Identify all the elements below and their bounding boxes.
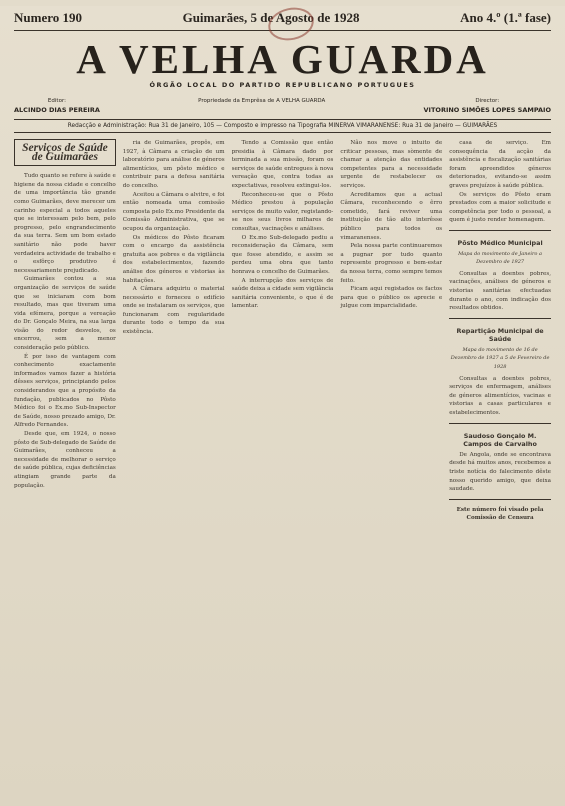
paragraph: Guimarães contou a sua organização de serviços de saúde que se iniciaram com bom resultado, mas que tiveram uma vida efémera, porque a vereação do Dr. Gonçalo Meira, na sua larga visão do redor desvelos, os encerrou, sem a menor consideração pelo público. <box>14 276 116 352</box>
article-column-2 <box>123 139 225 779</box>
owner-label: Propriedade da Emprêsa de A VELHA GUARDA <box>198 98 326 104</box>
paragraph: Os médicos do Pôsto ficaram com o encargo da assistência gratuita aos pobres e da vigilância dos estabelecimentos, fazendo análise dos géneros e vistorias às habitações. <box>122 234 225 284</box>
director-name: VITORINO SIMÕES LOPES SAMPAIO <box>423 106 551 114</box>
paragraph: A interrupção dos serviços de saúde deixa a cidade sem vigilância sanitária conveniente, o que é de lamentar. <box>231 277 334 310</box>
issue-year: Ano 4.º (1.ª fase) <box>460 10 551 25</box>
paragraph: ria de Guimarães, propôs, em 1927, à Câmara a criação de um laboratório para análise de géneros alimentícios, um pôsto médico e contribuir para a defesa sanitária do concelho. <box>122 140 225 189</box>
article-headline: Serviços de Saúde de Guimarães <box>14 139 116 166</box>
paragraph: Tudo quanto se refere à saúde e higiene da nossa cidade e concelho de uma importância tão grande como Guimarães, deve merecer um carinho especial a todos aqueles que se interessam pelo bem, pelo progresso, pelo engrandecimento da sua terra. Sem um bom estado sanitário não pode haver verdadeira actividade de trabalho e o esfôrço produtivo é necessariamente prejudicado. <box>14 173 116 274</box>
box2-subtitle: Mapa do movimento de 16 de Dezembro de 1927 a 5 de Fevereiro de 1928 <box>450 346 550 371</box>
article-column-1 <box>14 139 116 779</box>
editor-name: ALCINDO DIAS PEREIRA <box>14 106 100 114</box>
masthead-subtitle: ÓRGÃO LOCAL DO PARTIDO REPUBLICANO PORTUGUES <box>149 81 416 89</box>
director-label: Director: <box>475 98 500 104</box>
paragraph: Tendo a Comissão que então presidia à Câmara dado por terminada a sua missão, foram os serviços de saúde entregues à nova vereação que, contra todas as expectativas, resolveu extingui-los. <box>231 140 334 189</box>
redacao-line: Redacção e Administração: Rua 31 de Janeiro, 105 — Composto e impresso na Tipografia MINERVA VIMARANENSE: Rua 31 de Janeiro — GUIMARÃES <box>14 119 551 133</box>
paragraph: Aceitou a Câmara o alvitre, e foi então nomeada uma comissão composta pelo Ex.mo Presidente da Comissão Administrativa, que se ocupou da organização. <box>122 191 225 232</box>
staff-line <box>14 97 551 115</box>
owner-block <box>198 97 325 115</box>
paragraph: Consultas a doentes pobres, vacinações, análises de géneros e vistorias sanitárias efectuadas durante o ano, com indicação dos resultados obtidos. <box>449 270 551 312</box>
paragraph: Acreditamos que a actual Câmara, reconhecendo o êrro cometido, fará reviver uma instituição de tão alto interêsse público para todos os vimaranenses. <box>340 191 443 241</box>
editor-label: Editor: <box>47 98 66 104</box>
paragraph: A Câmara adquiriu o material necessário e forneceu o edifício onde se instalaram os serviços, que funcionaram com regularidade durante todo o tempo da sua existência. <box>122 286 225 336</box>
box3-title: Saudoso Gonçalo M. Campos de Carvalho <box>463 431 537 449</box>
divider <box>449 423 551 424</box>
divider <box>449 499 551 500</box>
box2-title: Repartição Municipal de Saúde <box>456 326 544 344</box>
paragraph: Pela nossa parte continuaremos a pugnar por tudo quanto represente progresso e bem-estar da nossa terra, como sempre temos feito. <box>340 243 443 284</box>
issue-number: Numero 190 <box>14 10 83 25</box>
paragraph: É por isso de vantagem com conhecimento exactamente informados vamos fazer a história dêsses serviços, principiando pelos considerandos que a propósito da fundação, publicados no Pôsto Médico foi o Ex.mo Sub-Inspector de Saúde, nosso prezado amigo, Dr. Alfredo Fernandes. <box>14 353 116 429</box>
article-column-4 <box>340 139 442 779</box>
article-columns <box>14 139 551 779</box>
paragraph: Ficam aqui registados os factos para que o público os aprecie e julgue com imparcialidade. <box>340 286 443 310</box>
newspaper-page <box>0 6 565 806</box>
sidebar-column <box>449 139 551 779</box>
issue-place-date: Guimarães, 5 de Agosto de 1928 <box>182 10 360 25</box>
divider <box>449 230 551 231</box>
article-column-3 <box>232 139 334 779</box>
censorship-note: Este número foi visado pela Comissão de Censura <box>456 506 544 522</box>
paragraph: casa de serviço. Em consequência da acção da assistência e fiscalização sanitárias foram apreendidos géneros deteriorados, evitando-se assim graves prejuízos à saúde pública. <box>449 140 551 189</box>
paragraph: O Ex.mo Sub-delegado pediu a reconsideração da Câmara, sem que fosse atendido, e assim se perdeu uma obra que tanto honrava o concelho de Guimarães. <box>231 234 334 275</box>
editor-block <box>14 97 100 115</box>
paragraph: De Angola, onde se encontrava desde há muitos anos, recebemos a triste notícia do falecimento dêste nosso querido amigo, que deixa saudade. <box>449 451 551 493</box>
paragraph: Os serviços do Pôsto eram prestados com a maior solicitude e competência por todo o pessoal, a quem é justo render homenagem. <box>449 191 551 224</box>
director-block <box>424 97 551 115</box>
box1-subtitle: Mapa do movimento de Janeiro a Dezembro de 1927 <box>458 250 543 266</box>
paragraph: Reconheceu-se que o Pôsto Médico prestou à população serviços de muito valor, registando-se nos seus livros milhares de consultas, vacinações e análises. <box>231 191 334 232</box>
box1-title: Pôsto Médico Municipal <box>457 238 543 247</box>
divider <box>449 318 551 319</box>
paragraph: Desde que, em 1924, o nosso pôsto de Sub-delegado de Saúde de Guimarães, conheceu a necessidade de melhorar o serviço de saúde pública, cujas deficiências atingiam grande parte da população. <box>14 431 116 489</box>
masthead-title: A VELHA GUARDA <box>76 36 489 82</box>
paragraph: Não nos move o intuito de criticar pessoas, mas sòmente de chamar a atenção das entidades competentes para a necessidade urgente de restabelecer os serviços. <box>340 140 443 189</box>
paragraph: Consultas a doentes pobres, serviços de enfermagem, análises de géneros alimentícios, vacinas e vistorias a casas particulares e estabelecimentos. <box>449 375 551 417</box>
